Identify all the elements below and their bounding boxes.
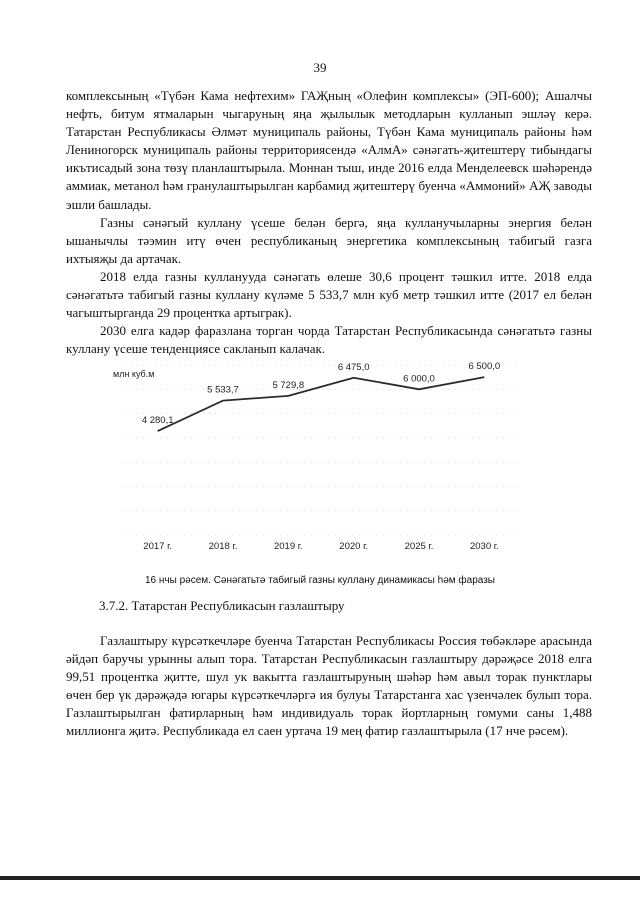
chart-data-label: 6 000,0 [403, 373, 435, 385]
chart-gridlines [125, 365, 517, 535]
gas-consumption-chart [97, 357, 539, 567]
page-number: 39 [313, 60, 327, 75]
chart-x-tick-label: 2030 г. [469, 541, 499, 552]
chart-data-label: 6 475,0 [337, 361, 370, 373]
chart-data-label: 5 729,8 [272, 379, 305, 391]
paragraph: комплексының «Түбән Кама нефтехим» ГАҖның «Олефин комплексы» (ЭП-600); Ашалчы нефть, битум ятмаларын чыгаруның яңа җылылык методларын кулланып эшләү керә. Татарстан Республикасы Әлмәт муниципаль районы, Түбән Кама муниципаль районы һәм Лениногорск муниципаль районы территориясендә «АлмА» сәнәгать-җитештерү тибындагы икътисадый зона төзү планлаштырыла. Моннан тыш, инде 2016 елда Менделеевск шәһәрендә аммиак, метанол һәм гранулаштырылган карбамид җитештерү буенча «Аммоний» АҖ заводы эшли башлады. [66, 88, 592, 212]
chart-x-tick-label: 2019 г. [273, 541, 303, 552]
chart-x-tick-label: 2017 г. [143, 541, 173, 552]
paragraph: 2030 елга кадәр фаразлана торган чорда Татарстан Республикасында сәнәгатьтә газны куллану үсеше тенденциясе сакланып калачак. [66, 323, 592, 357]
chart-data-label: 6 500,0 [468, 361, 501, 373]
chart-x-tick-label: 2025 г. [404, 541, 434, 552]
paragraph: Газны сәнәгый куллану үсеше белән бергә, яңа кулланучыларны энергия белән ышанычлы тәэмин итү өчен республиканың энергетика комплексының табигый газга ихтыяҗы да артачак. [66, 214, 592, 266]
paragraph: 2018 елда газны кулланууда сәнәгать өлеше 30,6 процент тәшкил итте. 2018 елда сәнәгатьтә табигый газны куллану күләме 5 533,7 млн куб метр тәшкил итте (2017 ел белән чагыштырганда 29 процентка артыграк). [66, 268, 592, 321]
body-text-bottom [66, 632, 592, 741]
chart-canvas [97, 357, 539, 567]
chart-unit-label: млн куб.м [113, 369, 155, 379]
chart-x-tick-label: 2018 г. [208, 541, 238, 552]
chart-data-label: 5 533,7 [207, 384, 239, 396]
body-text-top [66, 87, 592, 358]
chart-data-labels [142, 361, 500, 426]
chart-x-tick-labels [143, 541, 498, 552]
chart-x-tick-label: 2020 г. [339, 541, 369, 552]
paragraph: Газлаштыру күрсәткечләре буенча Татарстан Республикасы Россия төбәкләре арасында әйдәп баручы урынны алып тора. Татарстан Республикасын газлаштыру дәрәҗәсе 2018 елга 99,51 процентка җитте, шул ук вакытта газлаштыруның шәһәр һәм авыл торак пунктлары өчен бер үк дәрәҗәдә югары күрсәткечләргә ия булуы Татарстанга хас үзенчәлек булып тора. Газлаштырылган фатирларның һәм индивидуаль торак йортларның гомуми саны 1,488 миллионга җитә. Республикада ел саен уртача 19 мең фатир газлаштырыла (17 нче рәсем). [66, 633, 592, 739]
page-bottom-rule [0, 876, 640, 880]
section-heading: 3.7.2. Татарстан Республикасын газлаштыру [99, 598, 345, 613]
figure-caption: 16 нчы рәсем. Сәнәгатьтә табигый газны куллану динамикасы һәм фаразы [144, 575, 495, 586]
chart-data-label: 4 280,1 [141, 415, 174, 427]
